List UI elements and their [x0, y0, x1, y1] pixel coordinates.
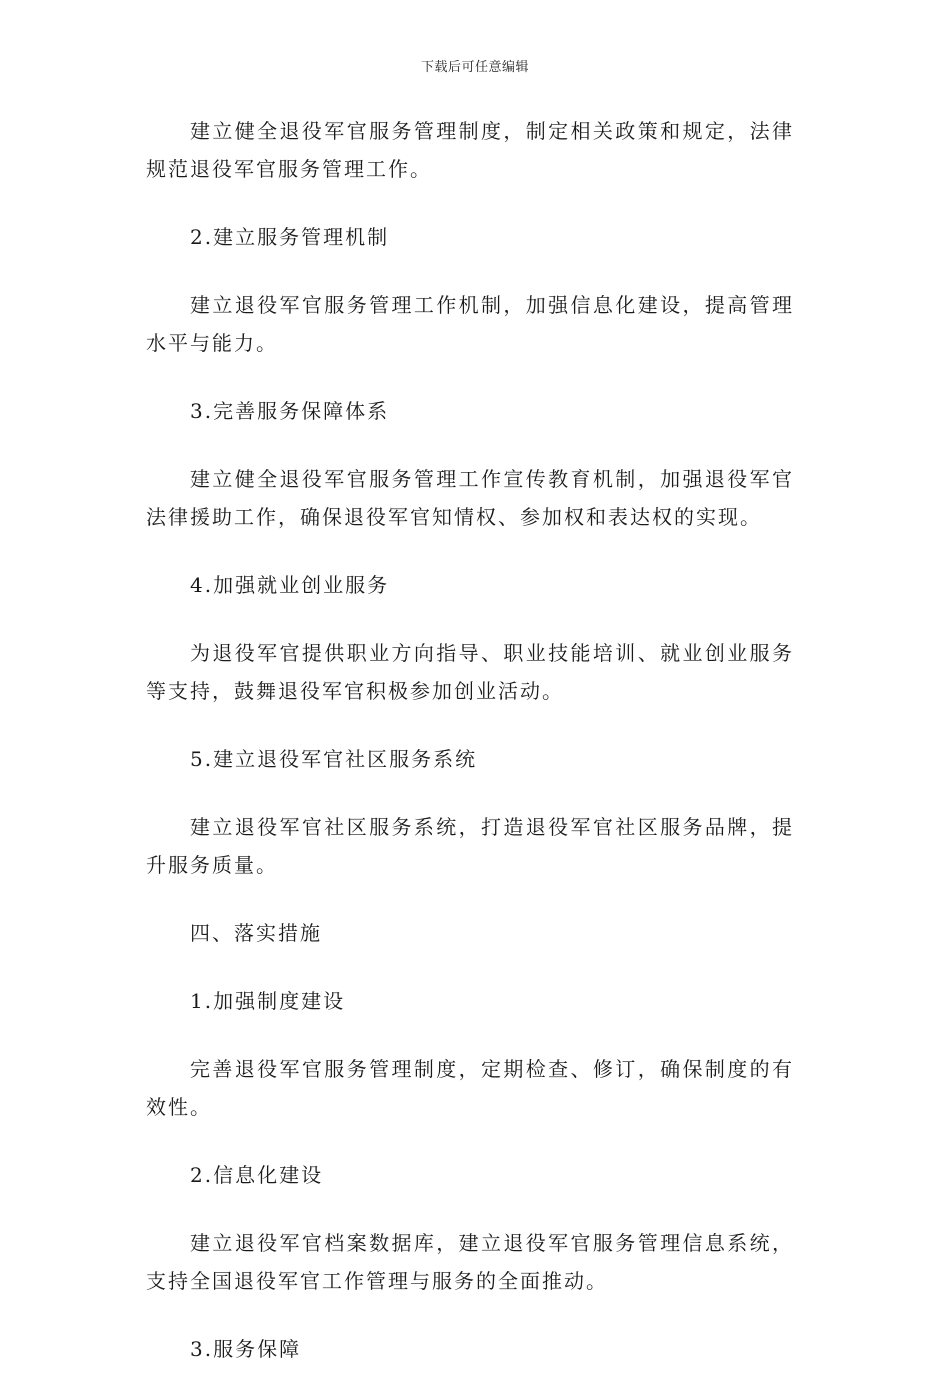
document-body	[146, 112, 794, 1398]
paragraph: 建立健全退役军官服务管理工作宣传教育机制，加强退役军官法律援助工作，确保退役军官知情权、参加权和表达权的实现。	[146, 467, 794, 529]
paragraph: 建立健全退役军官服务管理制度，制定相关政策和规定，法律规范退役军官服务管理工作。	[146, 119, 794, 181]
paragraph: 建立退役军官档案数据库，建立退役军官服务管理信息系统，支持全国退役军官工作管理与服务的全面推动。	[146, 1231, 794, 1293]
section-heading: 2.信息化建设	[190, 1163, 324, 1187]
paragraph: 为退役军官提供职业方向指导、职业技能培训、就业创业服务等支持，鼓舞退役军官积极参加创业活动。	[146, 641, 794, 703]
section-heading: 1.加强制度建设	[190, 989, 346, 1013]
paragraph: 完善退役军官服务管理制度，定期检查、修订，确保制度的有效性。	[146, 1057, 794, 1119]
chapter-heading: 四、落实措施	[190, 921, 322, 945]
section-heading: 4.加强就业创业服务	[190, 573, 390, 597]
section-heading: 3.服务保障	[190, 1337, 302, 1361]
section-heading: 5.建立退役军官社区服务系统	[190, 747, 478, 771]
paragraph: 建立退役军官服务管理工作机制，加强信息化建设，提高管理水平与能力。	[146, 293, 794, 355]
page-header: 下载后可任意编辑	[420, 60, 529, 75]
section-heading: 3.完善服务保障体系	[190, 399, 390, 423]
section-heading: 2.建立服务管理机制	[190, 225, 390, 249]
paragraph: 建立退役军官社区服务系统，打造退役军官社区服务品牌，提升服务质量。	[146, 815, 794, 877]
